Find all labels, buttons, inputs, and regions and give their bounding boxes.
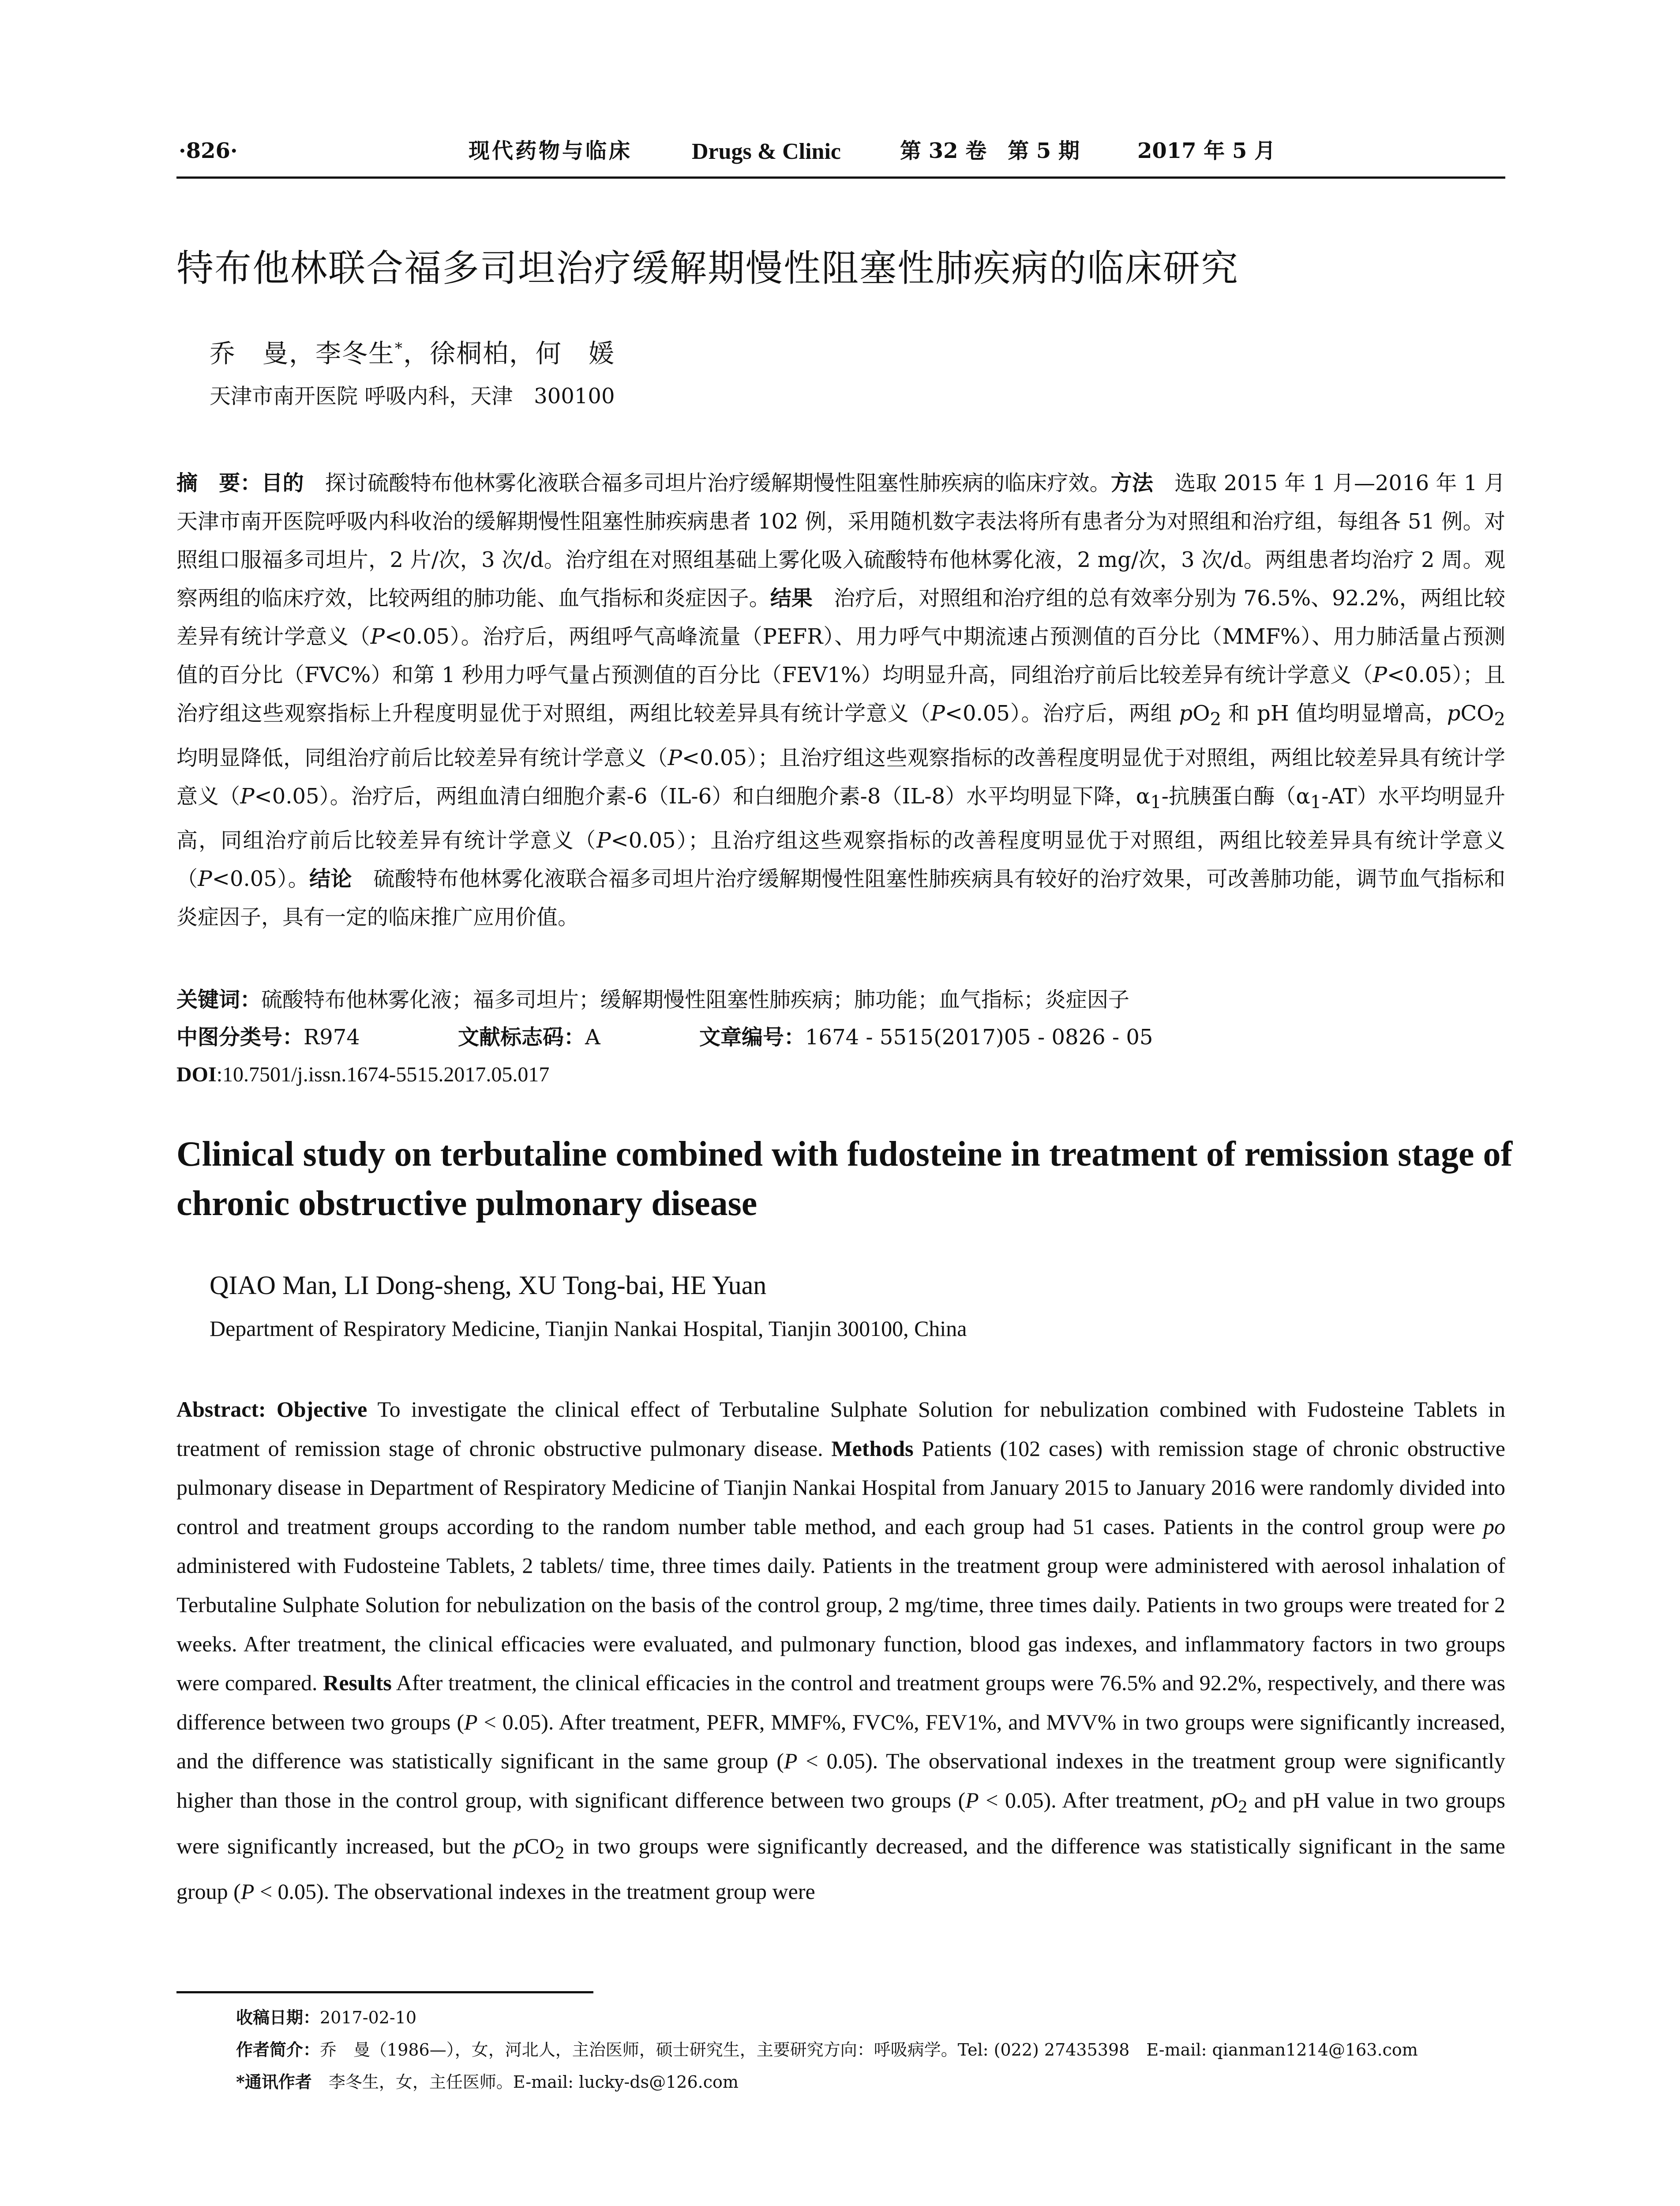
subscript: 2 — [1494, 709, 1505, 730]
p-symbol: P — [1372, 663, 1387, 687]
clc-value: R974 — [304, 1025, 360, 1050]
cn-results-text: <0.05）。 — [212, 867, 310, 892]
po2-symbol: O — [1192, 701, 1210, 726]
cn-objective-text: 探讨硫酸特布他林雾化液联合福多司坦片治疗缓解期慢性阻塞性肺疾病的临床疗效。 — [304, 471, 1111, 495]
cn-results-text: <0.05）；且治疗组这些观察指标的改善程度明显优于对照组，两组比较差异具有统计学意义（ — [176, 828, 1505, 892]
en-results-text: After treatment, the clinical efficacies in the control and treatment groups were 76.5% and 92.2%, respectively, and there was difference between two groups ( — [176, 1670, 1505, 1734]
clc-label: 中图分类号： — [176, 1025, 304, 1050]
corr-value: 李冬生，女，主任医师。E-mail: lucky-ds@126.com — [311, 2072, 739, 2092]
cn-authors — [210, 340, 615, 368]
en-results-text: < 0.05). After treatment, PEFR, MMF%, FVC%, FEV1%, and MVV% in two groups were significantly increased, and the difference was statistically significant in the same group ( — [176, 1709, 1505, 1774]
alpha-symbol: α — [1296, 784, 1310, 809]
journal-name-en: Drugs & Clinic — [692, 139, 841, 164]
cn-conclusion-text: 硫酸特布他林雾化液联合福多司坦片治疗缓解期慢性阻塞性肺疾病具有较好的治疗效果，可改善肺功能，调节血气指标和炎症因子，具有一定的临床推广应用价值。 — [176, 867, 1505, 930]
bio-value: 乔 曼（1986—），女，河北人，主治医师，硕士研究生，主要研究方向：呼吸病学。Tel: (022) 27435398 E-mail: qianman1214@163.com — [320, 2040, 1418, 2060]
received-label: 收稿日期： — [236, 2007, 320, 2027]
footnote-rule — [176, 1991, 593, 1993]
p-symbol: P — [596, 828, 611, 853]
cn-results-text: 和 pH 值均明显增高， — [1221, 701, 1447, 726]
p-symbol: P — [198, 867, 212, 892]
corresponding-mark: * — [395, 339, 404, 357]
po2-symbol: O — [1222, 1787, 1238, 1812]
p-symbol: P — [668, 745, 682, 770]
keywords-text: 硫酸特布他林雾化液；福多司坦片；缓解期慢性阻塞性肺疾病；肺功能；血气指标；炎症因子 — [261, 987, 1130, 1012]
cn-results-text: <0.05）。治疗后，两组呼气高峰流量（PEFR）、用力呼气中期流速占预测值的百分比（MMF%）、用力肺活量占预测值的百分比（FVC%）和第 1 秒用力呼气量占预测值的百分比（FEV1%）均明显升高，同组治疗前后比较差异有统计学意义（ — [176, 624, 1505, 687]
corresponding-author — [236, 2073, 739, 2092]
alpha-symbol: α — [1136, 784, 1151, 809]
cn-results-text: <0.05）。治疗后，两组 — [945, 701, 1179, 726]
doc-code-line — [458, 1026, 600, 1049]
p-symbol: P — [930, 701, 945, 726]
en-authors: QIAO Man, LI Dong-sheng, XU Tong-bai, HE Yuan — [210, 1271, 767, 1300]
received-date — [236, 2008, 416, 2027]
issue-date: 2017 年 5 月 — [1137, 139, 1276, 163]
en-title: Clinical study on terbutaline combined with fudosteine in treatment of remission stage of chronic obstructive pulmonary disease — [176, 1135, 1513, 1223]
cn-title: 特布他林联合福多司坦治疗缓解期慢性阻塞性肺疾病的临床研究 — [176, 247, 1239, 290]
p-symbol: P — [965, 1787, 979, 1812]
page-number: ·826· — [179, 139, 238, 163]
subscript: 2 — [555, 1842, 565, 1863]
cn-results-text: <0.05）；且治疗组这些观察指标上升程度明显优于对照组，两组比较差异具有统计学意义（ — [176, 663, 1505, 726]
cn-results-text: <0.05）；且治疗组这些观察指标的改善程度明显优于对照组，两组比较差异具有统计学意义（ — [176, 745, 1505, 809]
en-abstract — [176, 1390, 1505, 1911]
cn-results-text: 均明显降低，同组治疗前后比较差异有统计学意义（ — [176, 745, 668, 770]
cn-abstract-label: 摘 要： — [176, 471, 262, 495]
corr-label: *通讯作者 — [236, 2072, 312, 2092]
en-results-text: < 0.05). The observational indexes in the treatment group were significantly higher than those in the control group, with significant difference between two groups ( — [176, 1748, 1505, 1812]
subscript: 2 — [1238, 1796, 1248, 1817]
pco2-symbol: p — [1447, 701, 1461, 726]
en-results-text: < 0.05). The observational indexes in the treatment group were — [254, 1879, 815, 1904]
cn-authors-part1: 乔 曼，李冬生 — [210, 338, 395, 368]
po2-symbol: p — [1211, 1787, 1222, 1812]
pco2-symbol: CO — [1460, 701, 1494, 726]
doi-value: :10.7501/j.issn.1674-5515.2017.05.017 — [216, 1063, 550, 1086]
volume-issue: 第 32 卷 第 5 期 — [900, 139, 1080, 163]
doi-line — [176, 1063, 549, 1087]
subscript: 1 — [1310, 792, 1322, 813]
en-results-text: in two groups were significantly decreased, and the difference was statistically significant in the same group ( — [176, 1833, 1505, 1904]
pco2-symbol: CO — [524, 1833, 555, 1858]
p-symbol: P — [464, 1709, 478, 1734]
article-no-line — [699, 1026, 1153, 1049]
cn-abstract — [176, 464, 1505, 937]
article-no-label: 文章编号： — [699, 1025, 806, 1050]
en-objective-text: To investigate the clinical effect of Terbutaline Sulphate Solution for nebulization combined with Fudosteine Tablets in treatment of remission stage of chronic obstructive pulmonary disease. — [176, 1397, 1505, 1461]
po2-symbol: p — [1179, 701, 1193, 726]
en-abstract-label: Abstract: Objective — [176, 1397, 368, 1422]
doc-code-label: 文献标志码： — [458, 1025, 585, 1050]
cn-objective-label: 目的 — [261, 471, 304, 495]
p-symbol: P — [240, 784, 255, 809]
cn-affiliation: 天津市南开医院 呼吸内科，天津 300100 — [210, 384, 615, 409]
cn-authors-part2: ，徐桐柏，何 媛 — [403, 338, 615, 368]
cn-results-label: 结果 — [770, 586, 813, 611]
cn-methods-text: 选取 2015 年 1 月—2016 年 1 月天津市南开医院呼吸内科收治的缓解期慢性阻塞性肺疾病患者 102 例，采用随机数字表法将所有患者分为对照组和治疗组，每组各 51 例。对照组口服福多司坦片，2 片/次，3 次/d。治疗组在对照组基础上雾化吸入硫酸特布他林雾化液，2 mg/次，3 次/d。两组患者均治疗 2 周。观察两组的临床疗效，比较两组的肺功能、血气指标和炎症因子。 — [176, 471, 1505, 611]
bio-label: 作者简介： — [236, 2040, 320, 2060]
keywords-label: 关键词： — [176, 987, 262, 1012]
cn-results-text: <0.05）。治疗后，两组血清白细胞介素-6（IL-6）和白细胞介素-8（IL-8）水平均明显下降， — [254, 784, 1136, 809]
pco2-symbol: p — [513, 1833, 525, 1858]
journal-name-cn: 现代药物与临床 — [469, 139, 633, 163]
cn-conclusion-label: 结论 — [309, 867, 352, 892]
en-affiliation: Department of Respiratory Medicine, Tianjin Nankai Hospital, Tianjin 300100, China — [210, 1316, 967, 1341]
en-results-text: < 0.05). After treatment, — [979, 1787, 1211, 1812]
cn-keywords — [176, 988, 1129, 1012]
cn-results-text: -抗胰蛋白酶（ — [1161, 784, 1296, 809]
article-no-value: 1674 - 5515(2017)05 - 0826 - 05 — [805, 1025, 1153, 1050]
p-symbol: P — [784, 1748, 798, 1774]
cn-methods-label: 方法 — [1110, 471, 1154, 495]
en-results-text: and pH value in two groups were significantly increased, but the — [176, 1787, 1505, 1858]
cn-results-text: -AT）水平均明显升高，同组治疗前后比较差异有统计学意义（ — [176, 784, 1505, 853]
cn-results-text: 治疗后，对照组和治疗组的总有效率分别为 76.5%、92.2%，两组比较差异有统计学意义（ — [176, 586, 1505, 649]
p-symbol: P — [370, 624, 385, 649]
en-po-term: po — [1483, 1514, 1505, 1539]
subscript: 1 — [1150, 792, 1162, 813]
en-methods-text: administered with Fudosteine Tablets, 2 tablets/ time, three times daily. Patients in the treatment group were administered with aerosol inhalation of Terbutaline Sulphate Solution for nebulization on the basis of the control group, 2 mg/time, three times daily. Patients in two groups were treated for 2 weeks. After treatment, the clinical efficacies were evaluated, and pulmonary function, blood gas indexes, and inflammatory factors in two groups were compared. — [176, 1553, 1505, 1696]
classification-line — [176, 1026, 360, 1049]
doi-label: DOI — [176, 1063, 217, 1086]
en-results-label: Results — [323, 1670, 392, 1696]
received-value: 2017-02-10 — [320, 2008, 417, 2027]
en-methods-text: Patients (102 cases) with remission stage of chronic obstructive pulmonary disease in Department of Respiratory Medicine of Tianjin Nankai Hospital from January 2015 to January 2016 were randomly divided into control and treatment groups according to the random number table method, and each group had 51 cases. Patients in the control group were — [176, 1436, 1505, 1539]
p-symbol: P — [240, 1879, 255, 1904]
header-rule — [176, 176, 1505, 179]
en-methods-label: Methods — [831, 1436, 914, 1461]
author-bio — [236, 2041, 1418, 2060]
subscript: 2 — [1210, 709, 1222, 730]
doc-code-value: A — [585, 1025, 600, 1050]
